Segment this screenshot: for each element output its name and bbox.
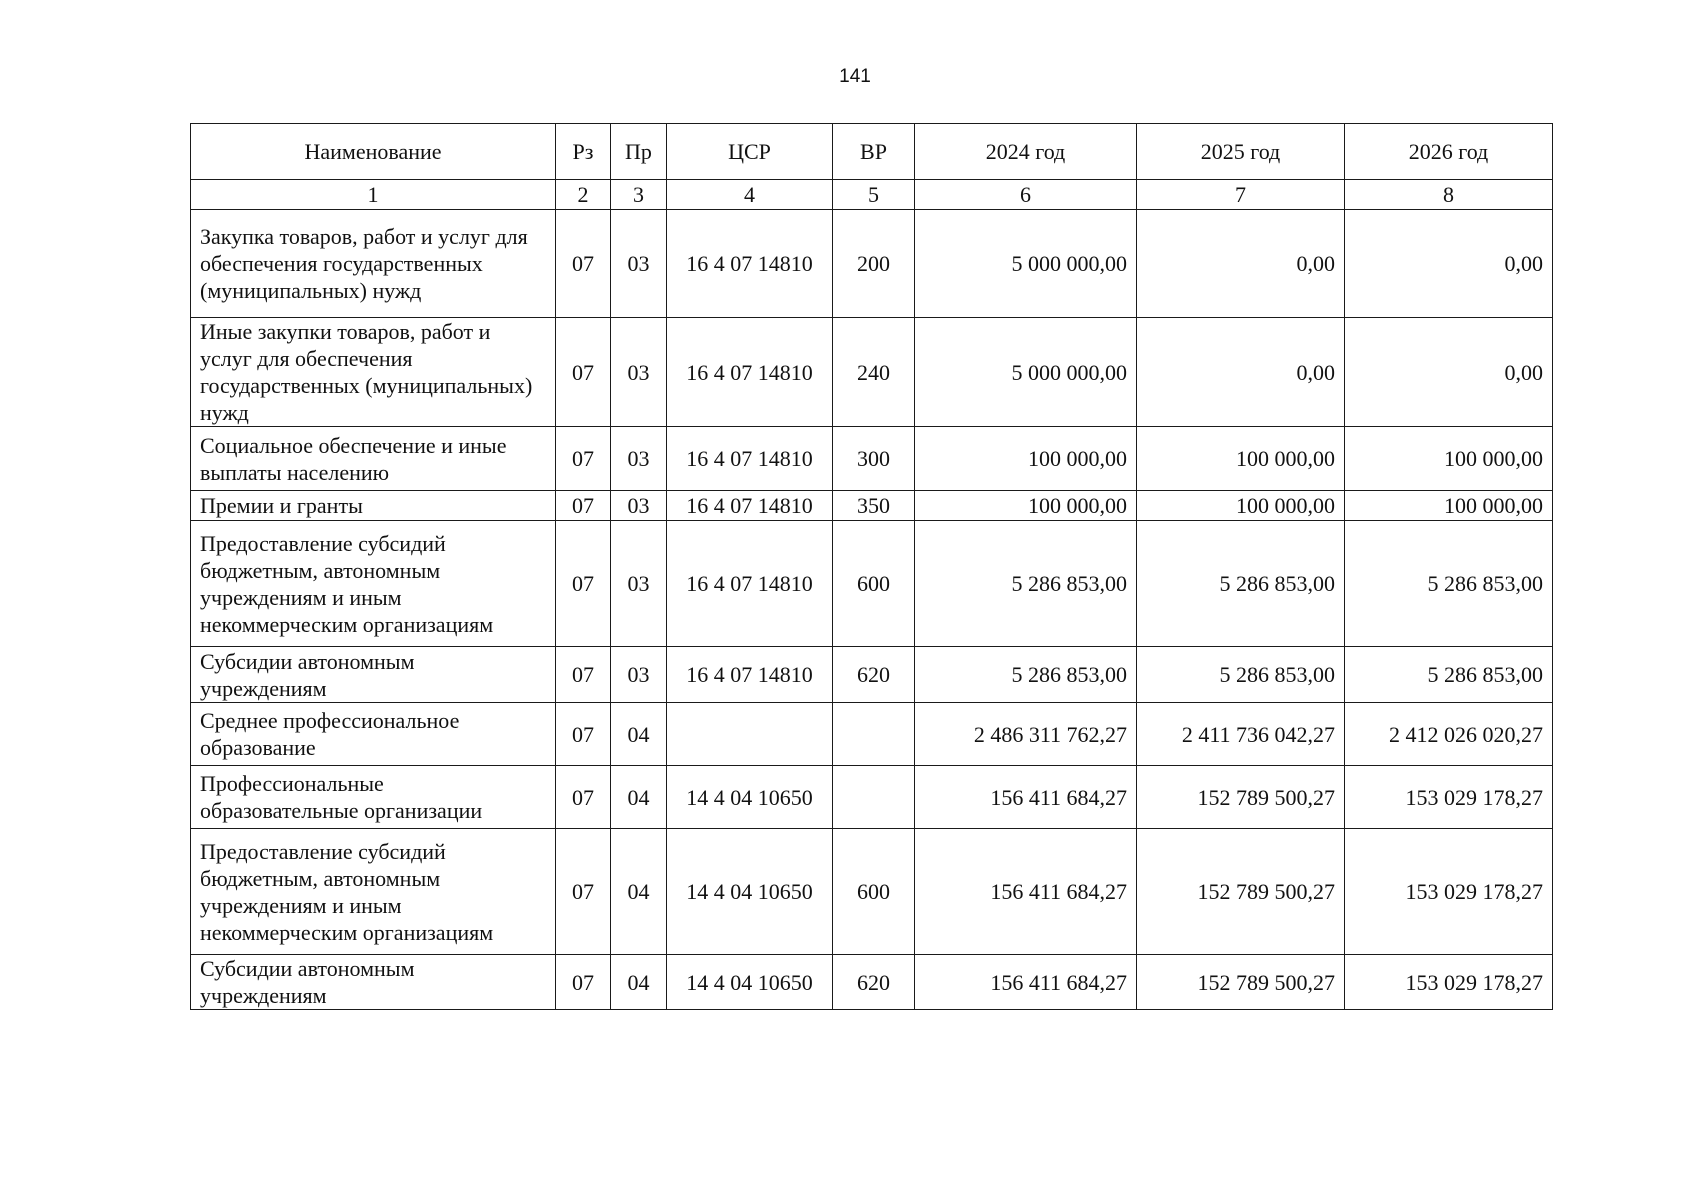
column-number: 2 [556,180,611,210]
row-amount-2026: 100 000,00 [1345,491,1553,521]
row-amount-2026: 2 412 026 020,27 [1345,703,1553,766]
row-amount-2024: 156 411 684,27 [915,766,1137,829]
header-csr: ЦСР [667,124,833,180]
header-pr: Пр [611,124,667,180]
row-csr: 14 4 04 10650 [667,955,833,1010]
row-pr: 04 [611,766,667,829]
row-amount-2025: 152 789 500,27 [1137,766,1345,829]
row-amount-2025: 5 286 853,00 [1137,521,1345,647]
row-amount-2024: 156 411 684,27 [915,955,1137,1010]
row-amount-2024: 5 286 853,00 [915,521,1137,647]
column-number: 4 [667,180,833,210]
row-amount-2026: 5 286 853,00 [1345,647,1553,703]
row-rz: 07 [556,210,611,318]
row-rz: 07 [556,955,611,1010]
row-name: Профессиональные образовательные организации [191,766,556,829]
header-rz: Рз [556,124,611,180]
row-pr: 04 [611,955,667,1010]
header-2024: 2024 год [915,124,1137,180]
table-row [191,647,1553,703]
row-name: Социальное обеспечение и иные выплаты населению [191,427,556,491]
row-name: Предоставление субсидий бюджетным, автономным учреждениям и иным некоммерческим организациям [191,829,556,955]
table-row [191,210,1553,318]
row-amount-2024: 5 286 853,00 [915,647,1137,703]
table-row [191,766,1553,829]
page-number: 141 [839,66,871,87]
table-row [191,955,1553,1010]
table-row [191,521,1553,647]
row-csr: 16 4 07 14810 [667,521,833,647]
table-row [191,829,1553,955]
row-rz: 07 [556,766,611,829]
table-row [191,703,1553,766]
row-vr: 200 [833,210,915,318]
row-rz: 07 [556,647,611,703]
row-amount-2024: 5 000 000,00 [915,318,1137,427]
row-csr: 16 4 07 14810 [667,647,833,703]
header-vr: ВР [833,124,915,180]
row-amount-2026: 0,00 [1345,318,1553,427]
row-pr: 04 [611,829,667,955]
row-rz: 07 [556,521,611,647]
row-vr: 600 [833,829,915,955]
row-amount-2024: 156 411 684,27 [915,829,1137,955]
row-amount-2025: 0,00 [1137,210,1345,318]
row-rz: 07 [556,703,611,766]
column-number: 3 [611,180,667,210]
header-row [191,124,1553,180]
row-name: Иные закупки товаров, работ и услуг для обеспечения государственных (муниципальных) нужд [191,318,556,427]
row-amount-2025: 100 000,00 [1137,427,1345,491]
row-amount-2024: 2 486 311 762,27 [915,703,1137,766]
row-pr: 03 [611,210,667,318]
row-name: Закупка товаров, работ и услуг для обеспечения государственных (муниципальных) нужд [191,210,556,318]
row-vr: 240 [833,318,915,427]
budget-table [190,123,1553,1010]
row-vr: 300 [833,427,915,491]
row-amount-2026: 153 029 178,27 [1345,766,1553,829]
column-number-row [191,180,1553,210]
row-csr: 16 4 07 14810 [667,491,833,521]
row-csr: 16 4 07 14810 [667,318,833,427]
row-vr: 620 [833,647,915,703]
row-amount-2024: 100 000,00 [915,427,1137,491]
row-pr: 03 [611,491,667,521]
row-pr: 03 [611,647,667,703]
row-rz: 07 [556,829,611,955]
column-number: 6 [915,180,1137,210]
row-csr: 16 4 07 14810 [667,427,833,491]
row-amount-2025: 100 000,00 [1137,491,1345,521]
column-number: 1 [191,180,556,210]
row-amount-2025: 0,00 [1137,318,1345,427]
row-csr: 14 4 04 10650 [667,829,833,955]
column-number: 8 [1345,180,1553,210]
row-vr: 350 [833,491,915,521]
row-vr: 620 [833,955,915,1010]
row-vr: 600 [833,521,915,647]
row-name: Премии и гранты [191,491,556,521]
table-row [191,491,1553,521]
row-name: Среднее профессиональное образование [191,703,556,766]
row-amount-2025: 152 789 500,27 [1137,955,1345,1010]
row-pr: 03 [611,427,667,491]
row-name: Субсидии автономным учреждениям [191,955,556,1010]
row-amount-2026: 0,00 [1345,210,1553,318]
row-rz: 07 [556,427,611,491]
row-amount-2024: 5 000 000,00 [915,210,1137,318]
row-amount-2025: 152 789 500,27 [1137,829,1345,955]
row-amount-2026: 153 029 178,27 [1345,829,1553,955]
row-name: Субсидии автономным учреждениям [191,647,556,703]
row-pr: 03 [611,521,667,647]
header-2025: 2025 год [1137,124,1345,180]
row-csr [667,703,833,766]
table-row [191,427,1553,491]
row-amount-2025: 5 286 853,00 [1137,647,1345,703]
row-amount-2026: 153 029 178,27 [1345,955,1553,1010]
header-name: Наименование [191,124,556,180]
row-pr: 03 [611,318,667,427]
row-name: Предоставление субсидий бюджетным, автономным учреждениям и иным некоммерческим организациям [191,521,556,647]
column-number: 7 [1137,180,1345,210]
header-2026: 2026 год [1345,124,1553,180]
row-vr [833,703,915,766]
row-amount-2024: 100 000,00 [915,491,1137,521]
row-csr: 14 4 04 10650 [667,766,833,829]
row-csr: 16 4 07 14810 [667,210,833,318]
row-vr [833,766,915,829]
table-row [191,318,1553,427]
row-pr: 04 [611,703,667,766]
row-amount-2026: 100 000,00 [1345,427,1553,491]
row-amount-2025: 2 411 736 042,27 [1137,703,1345,766]
row-amount-2026: 5 286 853,00 [1345,521,1553,647]
row-rz: 07 [556,318,611,427]
row-rz: 07 [556,491,611,521]
column-number: 5 [833,180,915,210]
